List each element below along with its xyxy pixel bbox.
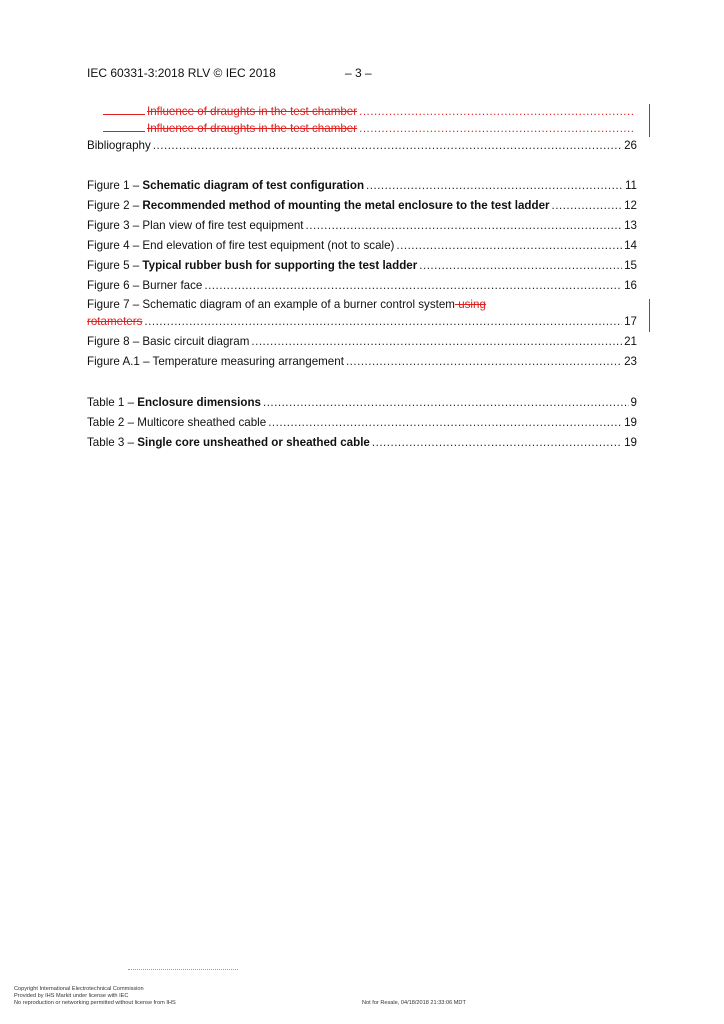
leader-dots [251,335,622,348]
leader-dots [396,239,622,252]
change-bar [649,299,650,332]
toc-deleted-entry[interactable] [147,105,637,122]
footer-separator [128,969,238,970]
figure-prefix: Figure 6 – [87,279,143,292]
figure-title: Recommended method of mounting the metal enclosure to the test ladder [142,199,550,212]
figure-title: Burner face [142,279,203,292]
toc-entry-figure[interactable] [87,259,637,276]
deleted-rule [103,131,145,132]
figure-prefix: Figure 3 – [87,219,143,232]
figure-prefix: Figure A.1 – [87,355,153,368]
figure-prefix: Figure 5 – [87,259,143,272]
toc-page-number: 11 [624,179,637,192]
footer-not-for-resale: Not for Resale, 04/18/2018 21:33:06 MDT [362,1000,466,1006]
toc-entry-figure[interactable] [87,179,637,196]
toc-entry-table[interactable] [87,416,637,433]
toc-label: Bibliography [87,139,151,152]
deleted-rule [103,114,145,115]
figure-prefix: Figure 7 – [87,298,143,311]
figure-title: Basic circuit diagram [142,335,250,348]
figure-title: Plan view of fire test equipment [142,219,304,232]
leader-dots [359,105,635,118]
figure-prefix: Figure 1 – [87,179,143,192]
page-number: – 3 – [345,66,372,80]
toc-entry-figure[interactable] [87,239,637,256]
toc-page-number: 19 [624,436,637,449]
table-title: Single core unsheathed or sheathed cable [137,436,370,449]
toc-page-number: 14 [624,239,637,252]
table-title: Multicore sheathed cable [137,416,267,429]
toc-page-number: 13 [624,219,637,232]
footer-no-reproduction: No reproduction or networking permitted without license from IHS [14,1000,176,1006]
figure-prefix: Figure 2 – [87,199,143,212]
toc-entry-figure-line1[interactable] [87,298,637,315]
leader-dots [359,122,635,135]
toc-page-number: 12 [624,199,637,212]
footer-provided-by: Provided by IHS Markit under license with IEC [14,993,129,999]
toc-entry-figure[interactable] [87,199,637,216]
figure-title: Typical rubber bush for supporting the test ladder [142,259,418,272]
toc-page-number: 15 [624,259,637,272]
toc-page-number: 23 [624,355,637,368]
leader-dots [372,436,622,449]
toc-entry-figure[interactable] [87,335,637,352]
leader-dots [306,219,623,232]
document-id: IEC 60331-3:2018 RLV © IEC 2018 [87,66,276,80]
table-title: Enclosure dimensions [137,396,261,409]
leader-dots [204,279,622,292]
footer-copyright: Copyright International Electrotechnical Commission [14,986,144,992]
figure-prefix: Figure 4 – [87,239,143,252]
figure-title: Schematic diagram of test configuration [142,179,365,192]
leader-dots [346,355,622,368]
table-prefix: Table 1 – [87,396,138,409]
toc-entry-figure-line2[interactable] [87,315,637,332]
toc-entry-figure[interactable] [87,355,637,372]
table-prefix: Table 3 – [87,436,138,449]
toc-deleted-entry[interactable] [147,122,637,139]
toc-page-number: 19 [624,416,637,429]
change-bar [649,104,650,137]
toc-entry-figure[interactable] [87,279,637,296]
leader-dots [366,179,623,192]
toc-page-number: 9 [630,396,637,409]
table-prefix: Table 2 – [87,416,138,429]
toc-page-number: 26 [624,139,637,152]
leader-dots [144,315,622,328]
figure-prefix: Figure 8 – [87,335,143,348]
deleted-text: using [454,298,486,311]
deleted-continuation: rotameters [87,315,143,328]
figure-title: Temperature measuring arrangement [152,355,344,368]
figure-title: Schematic diagram of an example of a burner control system [142,298,455,311]
toc-entry-table[interactable] [87,436,637,453]
toc-deleted-label: Influence of draughts in the test chamber [147,105,358,118]
leader-dots [263,396,629,409]
toc-entry-bibliography[interactable] [87,139,637,156]
leader-dots [552,199,623,212]
figure-title: End elevation of fire test equipment (not to scale) [142,239,395,252]
leader-dots [268,416,622,429]
toc-page-number: 17 [624,315,637,328]
toc-deleted-label: Influence of draughts in the test chamber [147,122,358,135]
toc-page-number: 21 [624,335,637,348]
toc-entry-table[interactable] [87,396,637,413]
toc-page-number: 16 [624,279,637,292]
toc-entry-figure[interactable] [87,219,637,236]
leader-dots [153,139,622,152]
leader-dots [419,259,622,272]
